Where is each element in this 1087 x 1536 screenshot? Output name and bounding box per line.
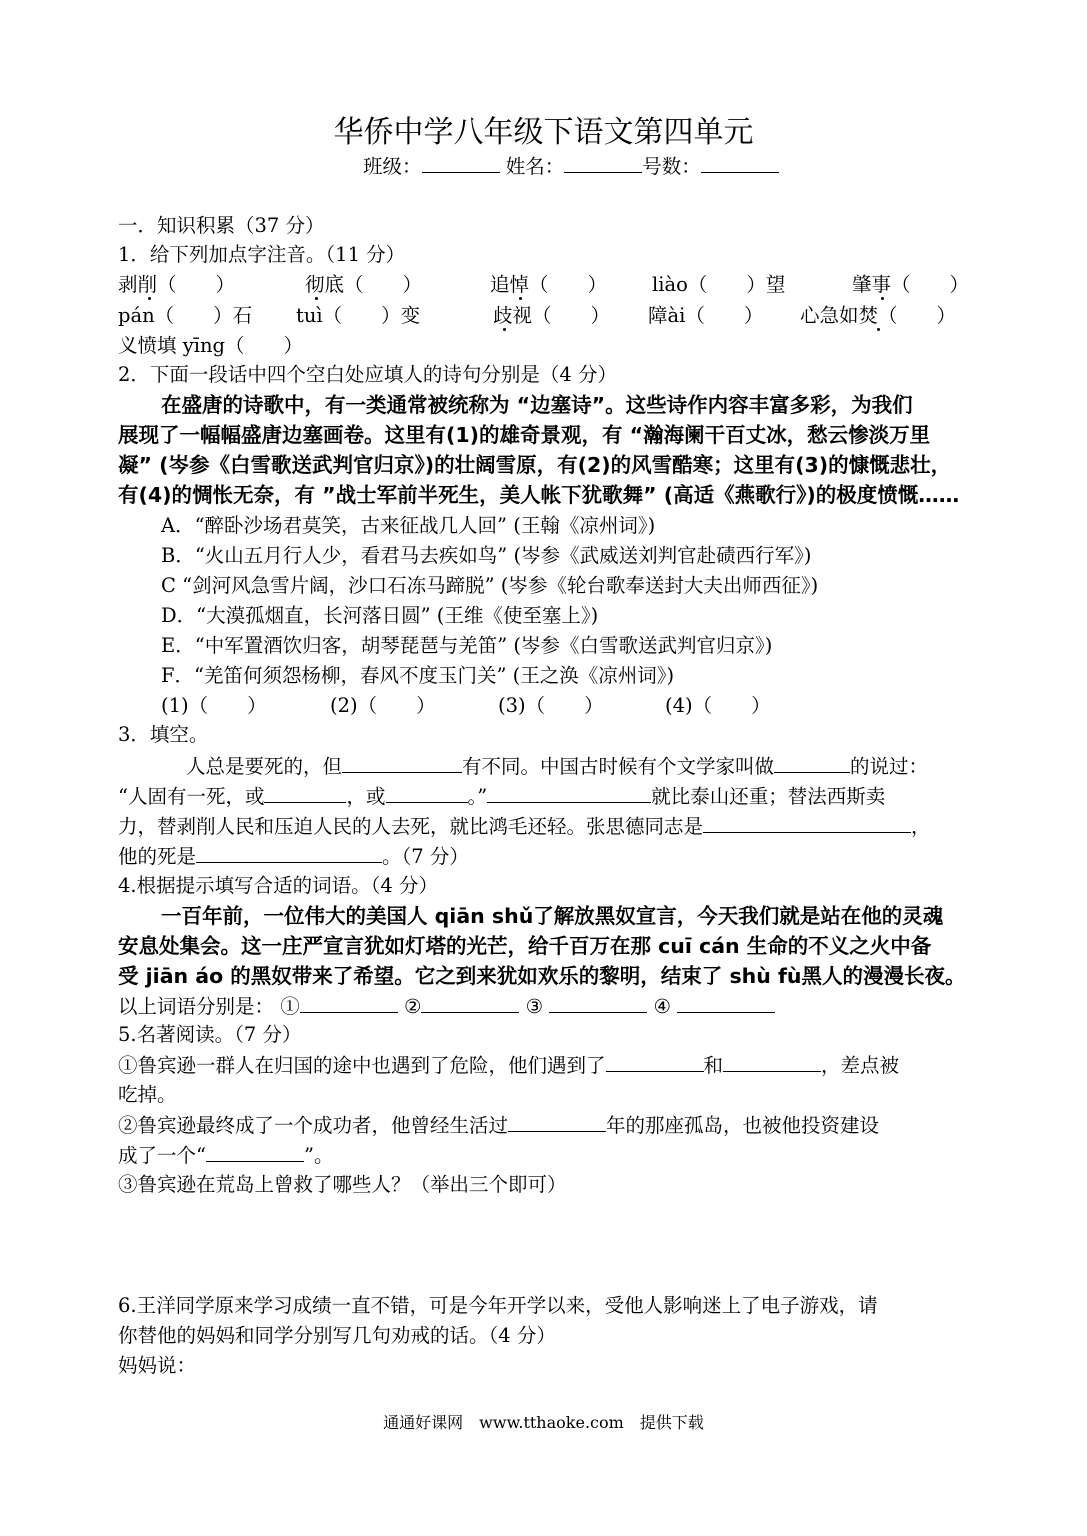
q2-answer-slot[interactable]: (2)（ ） <box>330 694 436 717</box>
q3-blank[interactable] <box>487 782 651 803</box>
q3-blank[interactable] <box>703 812 911 833</box>
q5-prompt: 5.名著阅读。（7 分） <box>118 1023 302 1046</box>
section-heading: 一．知识积累（37 分） <box>118 214 325 237</box>
q1-item: 障ài（ ） <box>648 304 764 327</box>
emphasis-dot <box>148 297 151 300</box>
q5-item: ②鲁宾逊最终成了一个成功者，他曾经生活过 年的那座孤岛，也被他投资建设 <box>118 1111 879 1140</box>
q5-blank[interactable] <box>606 1051 704 1072</box>
q2-paragraph-line: 展现了一幅幅盛唐边塞画卷。这里有(1)的雄奇景观，有 “瀚海阑干百丈冰，愁云惨淡万里 <box>118 423 931 447</box>
q4-blank[interactable] <box>421 992 519 1013</box>
q3-line: 力，替剥削人民和压迫人民的人去死，就比鸿毛还轻。张思德同志是 ， <box>118 812 931 841</box>
q4-blank[interactable] <box>549 992 647 1013</box>
q1-item: 心急如焚（ ） <box>800 304 957 327</box>
q6-line: 妈妈说： <box>118 1354 197 1377</box>
emphasis-dot <box>877 328 880 331</box>
q4-blank[interactable] <box>300 992 398 1013</box>
q3-blank[interactable] <box>774 752 850 773</box>
q3-blank[interactable] <box>342 752 462 773</box>
name-label: 姓名： <box>505 155 565 178</box>
q3-line: 人总是要死的，但 有不同。中国古时候有个文学家叫做 的说过： <box>186 752 928 781</box>
page-title: 华侨中学八年级下语文第四单元 <box>333 115 754 150</box>
q2-option: E．“中军置酒饮归客，胡琴琵琶与羌笛” (岑参《白雪歌送武判官归京》) <box>161 634 773 657</box>
q5-item: ③鲁宾逊在荒岛上曾救了哪些人？（举出三个即可） <box>118 1173 567 1196</box>
q5-item: ①鲁宾逊一群人在归国的途中也遇到了危险，他们遇到了 和 ，差点被 <box>118 1051 899 1080</box>
q5-blank[interactable] <box>723 1051 821 1072</box>
number-label: 号数： <box>642 155 701 178</box>
q2-paragraph-line: 有(4)的惆怅无奈，有 ”战士军前半死生，美人帐下犹歌舞” (高适《燕歌行》)的极度愤慨…… <box>118 483 960 507</box>
q3-blank[interactable] <box>386 782 468 803</box>
q5-item: 成了一个“ ”。 <box>118 1141 333 1170</box>
q4-blank[interactable] <box>677 992 775 1013</box>
q4-paragraph-line: 一百年前，一位伟大的美国人 qiān shǔ了解放黑奴宣言，今天我们就是站在他的灵魂 <box>161 904 944 928</box>
q2-answer-slot[interactable]: (4)（ ） <box>665 694 771 717</box>
q3-blank[interactable] <box>264 782 346 803</box>
q3-prompt: 3．填空。 <box>118 723 209 746</box>
q6-line: 6.王洋同学原来学习成绩一直不错，可是今年开学以来，受他人影响迷上了电子游戏，请 <box>118 1294 878 1317</box>
q1-prompt: 1．给下列加点字注音。（11 分） <box>118 243 406 266</box>
q2-option: A．“醉卧沙场君莫笑，古来征战几人回” (王翰《凉州词》) <box>161 514 656 537</box>
q2-answer-slot[interactable]: (3)（ ） <box>498 694 604 717</box>
q2-option: D．“大漠孤烟直，长河落日圆” (王维《使至塞上》) <box>161 604 599 627</box>
q4-prompt: 4.根据提示填写合适的词语。（4 分） <box>118 874 438 897</box>
q5-blank[interactable] <box>206 1141 304 1162</box>
emphasis-dot <box>881 297 884 300</box>
header-fields <box>363 152 779 181</box>
q2-option: F．“羌笛何须怨杨柳，春风不度玉门关” (王之涣《凉州词》) <box>161 664 675 687</box>
q4-answers: 以上词语分别是： ① ② ③ ④ <box>118 992 775 1021</box>
class-blank[interactable] <box>422 152 500 173</box>
q2-paragraph-line: 凝” (岑参《白雪歌送武判官归京》)的壮阔雪原，有(2)的风雪酷寒；这里有(3)的慷慨悲壮， <box>118 453 952 477</box>
q1-item: pán（ ）石 <box>118 304 253 327</box>
q5-item: 吃掉。 <box>118 1083 177 1106</box>
q2-paragraph-line: 在盛唐的诗歌中，有一类通常被统称为 “边塞诗”。这些诗作内容丰富多彩，为我们 <box>161 393 913 417</box>
q4-paragraph-line: 安息处集会。这一庄严宣言犹如灯塔的光芒，给千百万在那 cuī cán 生命的不义之火中备 <box>118 934 932 958</box>
page-footer: 通通好课网 www.tthaoke.com 提供下载 <box>383 1413 704 1432</box>
emphasis-dot <box>519 297 522 300</box>
q1-item: tuì（ ）变 <box>296 304 421 327</box>
q1-item: 歧视（ ） <box>493 304 611 327</box>
emphasis-dot <box>503 328 506 331</box>
q3-line: 他的死是 。（7 分） <box>118 842 469 871</box>
q1-item: 义愤填 yīng（ ） <box>118 334 303 357</box>
q2-answer-slot[interactable]: (1)（ ） <box>161 694 267 717</box>
q4-paragraph-line: 受 jiān áo 的黑奴带来了希望。它之到来犹如欢乐的黎明，结束了 shù fù黑人的漫漫长夜。 <box>118 964 966 988</box>
q2-option: B．“火山五月行人少，看君马去疾如鸟” (岑参《武威送刘判官赴碛西行军》) <box>161 544 812 567</box>
q3-blank[interactable] <box>196 842 382 863</box>
emphasis-dot <box>315 297 318 300</box>
q1-item: liào（ ）望 <box>652 273 786 296</box>
number-blank[interactable] <box>701 152 779 173</box>
q5-blank[interactable] <box>508 1111 606 1132</box>
class-label: 班级： <box>363 155 422 178</box>
q1-item: 剥削（ ） <box>118 273 236 296</box>
q1-item: 追悼（ ） <box>490 273 608 296</box>
q1-item: 肇事（ ） <box>852 273 970 296</box>
name-blank[interactable] <box>564 152 642 173</box>
q3-line: “人固有一死，或 ，或 。” 就比泰山还重；替法西斯卖 <box>118 782 885 811</box>
q6-line: 你替他的妈妈和同学分别写几句劝戒的话。（4 分） <box>118 1324 556 1347</box>
q2-option: C “剑河风急雪片阔，沙口石冻马蹄脱” (岑参《轮台歌奉送封大夫出师西征》) <box>161 574 819 597</box>
q2-prompt: 2．下面一段话中四个空白处应填人的诗句分别是（4 分） <box>118 363 618 386</box>
q1-item: 彻底（ ） <box>305 273 423 296</box>
